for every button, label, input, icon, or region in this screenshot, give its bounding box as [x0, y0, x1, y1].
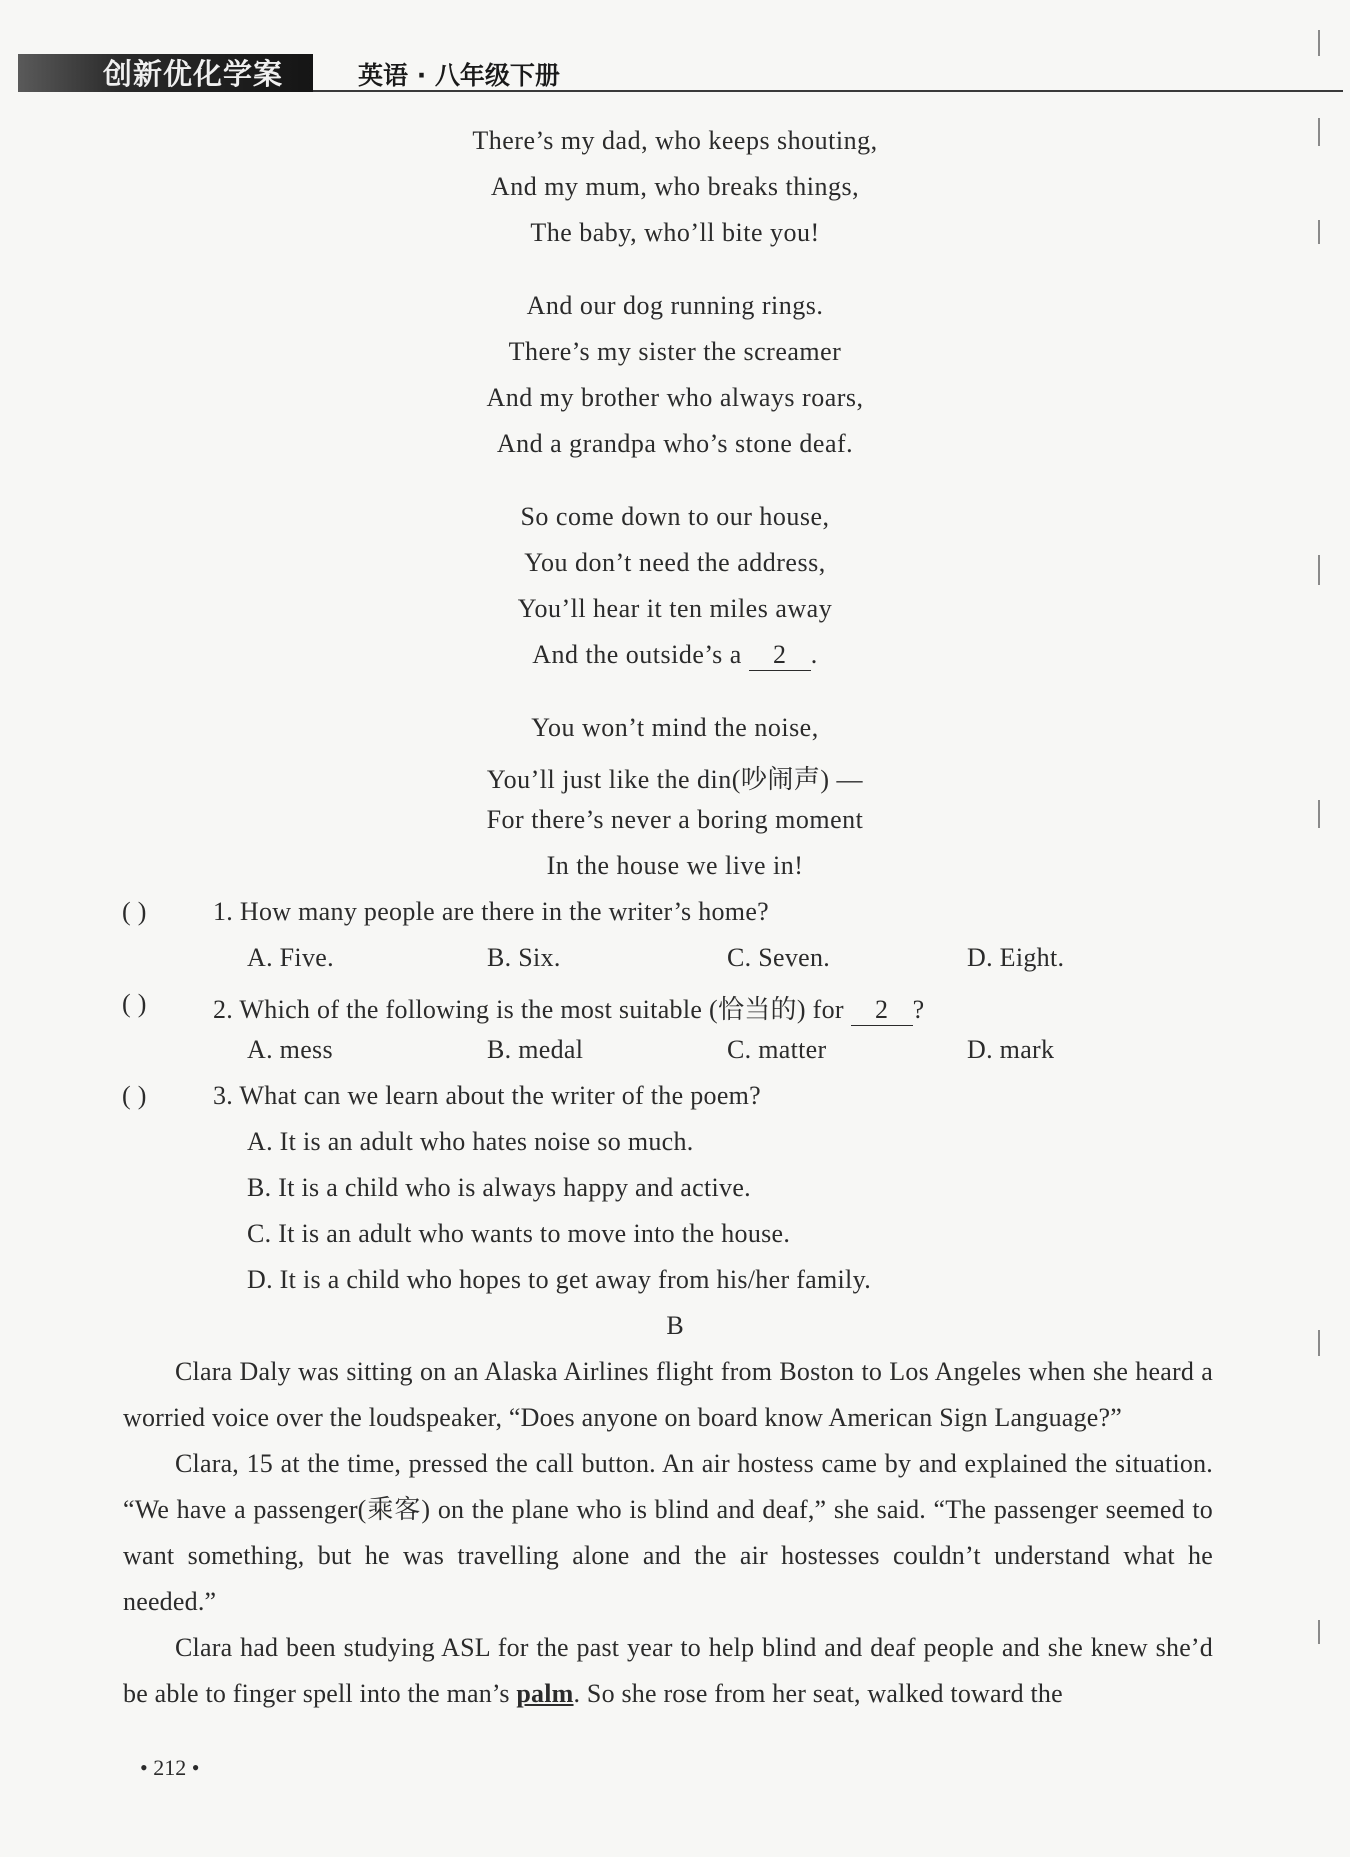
passage-b [123, 1349, 1213, 1717]
poem-line: For there’s never a boring moment [486, 805, 864, 834]
header-rule [313, 90, 1343, 92]
paragraph-2: Clara, 15 at the time, pressed the call button. An air hostess came by and explained the situation. “We have a passenger(乘客) on the plane who is blind and deaf,” she said. “The passenger seemed to want something, but he was travelling alone and the air hostesses couldn’t understand what he needed.” [123, 1449, 1213, 1616]
option-d: D. mark [967, 1035, 1055, 1064]
poem-line: The baby, who’ll bite you! [530, 218, 820, 247]
question-stem: 3. What can we learn about the writer of the poem? [213, 1081, 762, 1110]
poem-line: So come down to our house, [520, 502, 830, 531]
edge-mark [1318, 1620, 1320, 1644]
answer-blank: 2 [851, 996, 913, 1026]
question-stem-end: ? [912, 995, 925, 1024]
poem-line: And my mum, who breaks things, [490, 172, 860, 201]
option-b: B. medal [487, 1035, 584, 1064]
page-header [18, 50, 1318, 94]
option-c: C. matter [727, 1035, 827, 1064]
edge-mark [1318, 1330, 1320, 1356]
option-b: B. It is a child who is always happy and active. [247, 1173, 751, 1202]
poem-line: There’s my dad, who keeps shouting, [472, 126, 878, 155]
section-label: B [666, 1311, 684, 1340]
answer-paren: ( ) [122, 897, 147, 926]
poem-line-end: . [810, 640, 818, 669]
poem-line: In the house we live in! [546, 851, 804, 880]
poem-line: And a grandpa who’s stone deaf. [496, 429, 854, 458]
paragraph-3 [123, 1625, 1213, 1717]
edge-mark [1318, 30, 1320, 56]
poem-line: You’ll hear it ten miles away [517, 594, 833, 623]
poem-line: You’ll just like the din(吵闹声) — [486, 765, 864, 794]
option-a: A. mess [247, 1035, 333, 1064]
paragraph-3-end: . So she rose from her seat, walked toward the [573, 1679, 1063, 1708]
key-word: palm [516, 1679, 574, 1708]
option-c: C. It is an adult who wants to move into the house. [247, 1219, 791, 1248]
paragraph-1: Clara Daly was sitting on an Alaska Airlines flight from Boston to Los Angeles when she heard a worried voice over the loudspeaker, “Does anyone on board know American Sign Language?” [123, 1357, 1213, 1432]
poem-line: There’s my sister the screamer [508, 337, 842, 366]
poem-line: And my brother who always roars, [486, 383, 864, 412]
subject-title: 英语 · 八年级下册 [358, 61, 560, 90]
edge-mark [1318, 800, 1320, 828]
poem-line: And our dog running rings. [526, 291, 824, 320]
answer-blank: 2 [749, 641, 811, 671]
edge-mark [1318, 118, 1320, 146]
poem-line-text: And the outside’s a [532, 640, 742, 669]
poem-line: You won’t mind the noise, [531, 713, 819, 742]
edge-mark [1318, 555, 1320, 585]
answer-paren: ( ) [122, 1081, 147, 1110]
option-b: B. Six. [487, 943, 561, 972]
question-stem [213, 989, 925, 1026]
question-stem-text: 2. Which of the following is the most suitable (恰当的) for [213, 995, 844, 1024]
page-number: • 212 • [140, 1755, 200, 1780]
option-c: C. Seven. [727, 943, 831, 972]
option-d: D. It is a child who hopes to get away from his/her family. [247, 1265, 871, 1294]
question-stem: 1. How many people are there in the writer’s home? [213, 897, 769, 926]
option-a: A. Five. [247, 943, 334, 972]
option-d: D. Eight. [967, 943, 1065, 972]
option-a: A. It is an adult who hates noise so much. [247, 1127, 694, 1156]
brand-title: 创新优化学案 [103, 57, 284, 91]
edge-mark [1318, 220, 1320, 244]
answer-paren: ( ) [122, 989, 147, 1018]
poem-line: You don’t need the address, [524, 548, 826, 577]
poem-line-with-blank [0, 640, 1350, 671]
paragraph-3-text: Clara had been studying ASL for the past year to help blind and deaf people and she knew she’d be able to finger spell into the man’s [123, 1633, 1213, 1708]
